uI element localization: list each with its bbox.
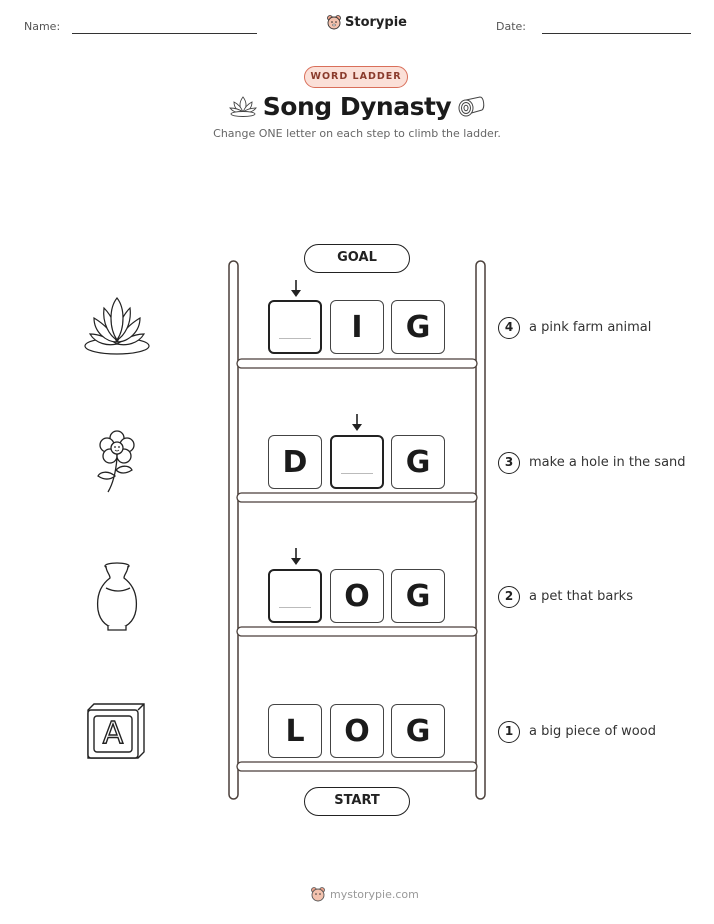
letter-tile: D — [268, 435, 322, 489]
arrow-down-icon — [351, 414, 363, 432]
page-title: Song Dynasty — [262, 92, 452, 121]
brand-name: Storypie — [345, 14, 407, 30]
step-clue: a pet that barks — [529, 589, 633, 604]
letter-tile: G — [391, 435, 445, 489]
letter-tile: O — [330, 569, 384, 623]
instructions: Change ONE letter on each step to climb the ladder. — [213, 127, 501, 140]
letter-tile: I — [330, 300, 384, 354]
footer — [310, 886, 419, 902]
step-number: 3 — [498, 452, 520, 474]
step-clue: make a hole in the sand — [529, 455, 686, 470]
start-label: START — [304, 787, 410, 816]
letter-input-blank[interactable] — [268, 300, 322, 354]
date-label: Date: — [496, 20, 526, 33]
letter-tile: L — [268, 704, 322, 758]
step-clue: a pink farm animal — [529, 320, 652, 335]
step-number: 4 — [498, 317, 520, 339]
letter-tile: O — [330, 704, 384, 758]
letter-tile: G — [391, 569, 445, 623]
lotus-icon — [84, 296, 150, 356]
step-number: 1 — [498, 721, 520, 743]
vase-icon — [94, 562, 140, 632]
letter-input-blank[interactable] — [330, 435, 384, 489]
arrow-down-icon — [290, 280, 302, 298]
step-number: 2 — [498, 586, 520, 608]
step-clue: a big piece of wood — [529, 724, 656, 739]
block-letter: A — [102, 716, 124, 751]
footer-url[interactable]: mystorypie.com — [330, 887, 419, 901]
letter-tile: G — [391, 300, 445, 354]
letter-tile: G — [391, 704, 445, 758]
arrow-down-icon — [290, 548, 302, 566]
goal-label: GOAL — [304, 244, 410, 273]
bear-mascot-icon — [310, 886, 326, 902]
letter-block-icon — [86, 702, 146, 760]
name-label: Name: — [24, 20, 61, 33]
flower-icon — [94, 430, 140, 494]
word-ladder-badge: WORD LADDER — [304, 66, 408, 88]
letter-input-blank[interactable] — [268, 569, 322, 623]
